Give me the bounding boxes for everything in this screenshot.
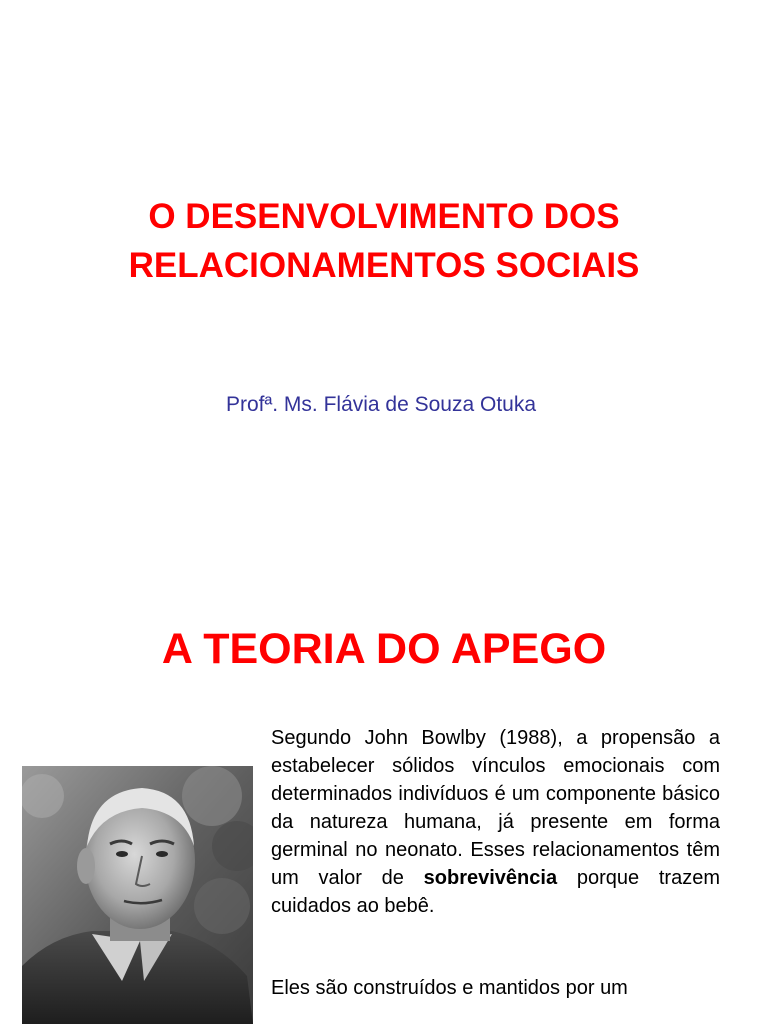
slide-title-line-2: RELACIONAMENTOS SOCIAIS: [128, 246, 640, 285]
section-title: A TEORIA DO APEGO: [161, 625, 607, 673]
slide-title: [0, 192, 768, 290]
portrait-photo: [22, 766, 253, 1024]
bold-keyword: sobrevivência: [423, 867, 558, 889]
body-text: [271, 724, 720, 1002]
slide-title-line-1: O DESENVOLVIMENTO DOS: [148, 197, 620, 236]
paragraph-2: Eles são construídos e mantidos por um: [271, 977, 628, 999]
paragraph-1: Segundo John Bowlby (1988), a propensão a estabelecer sólidos vínculos emocionais com determinados indivíduos é um componente básico da natureza humana, já presente em forma germinal no neonato. Esses relacionamentos têm um valor de sobrevivência porque trazem cuidados ao bebê.: [271, 727, 720, 917]
author-subtitle: Profª. Ms. Flávia de Souza Otuka: [225, 393, 537, 416]
